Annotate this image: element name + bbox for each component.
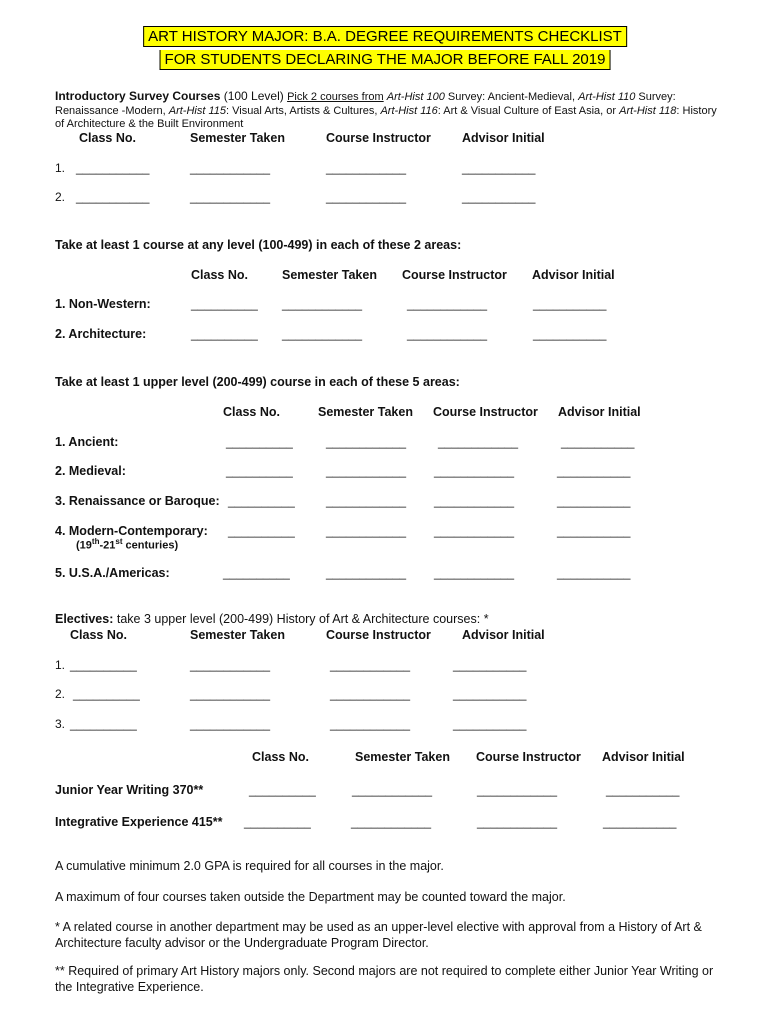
area2-row-2-instructor-field[interactable]: ____________ bbox=[407, 327, 488, 341]
area2-row-1-semester-field[interactable]: ____________ bbox=[282, 297, 363, 311]
note-required-primary: ** Required of primary Art History majors only. Second majors are not required to complete either Junior Year Writing or the Integrative Experience. bbox=[55, 964, 714, 994]
final-row-1-class-field[interactable]: __________ bbox=[249, 783, 316, 797]
intro-pick: Pick 2 courses from bbox=[287, 91, 384, 103]
final-row-1-advisor-field[interactable]: ___________ bbox=[606, 783, 680, 797]
electives-header-semester: Semester Taken bbox=[190, 628, 285, 642]
area5-row-5-class-field[interactable]: __________ bbox=[223, 566, 290, 580]
area2-heading: Take at least 1 course at any level (100-499) in each of these 2 areas: bbox=[55, 238, 462, 252]
final-header-semester: Semester Taken bbox=[355, 750, 450, 764]
electives-header-instructor: Course Instructor bbox=[326, 628, 431, 642]
area2-row-2-semester-field[interactable]: ____________ bbox=[282, 327, 363, 341]
area2-row-1-class-field[interactable]: __________ bbox=[191, 297, 258, 311]
header-instructor: Course Instructor bbox=[326, 131, 431, 145]
area5-row-renaissance: 3. Renaissance or Baroque: bbox=[55, 494, 220, 508]
area5-row-5-semester-field[interactable]: ____________ bbox=[326, 566, 407, 580]
elective-row-1-class-field[interactable]: __________ bbox=[70, 658, 137, 672]
area2-row-architecture: 2. Architecture: bbox=[55, 327, 147, 341]
note-outside-courses: A maximum of four courses taken outside the Department may be counted toward the major. bbox=[55, 890, 566, 904]
area5-row-3-semester-field[interactable]: ____________ bbox=[326, 494, 407, 508]
area5-row-5-instructor-field[interactable]: ____________ bbox=[434, 566, 515, 580]
area2-row-2-class-field[interactable]: __________ bbox=[191, 327, 258, 341]
final-row-2-instructor-field[interactable]: ____________ bbox=[477, 815, 558, 829]
area5-row-5-advisor-field[interactable]: ___________ bbox=[557, 566, 631, 580]
area5-heading: Take at least 1 upper level (200-499) course in each of these 5 areas: bbox=[55, 375, 460, 389]
electives-header-advisor: Advisor Initial bbox=[462, 628, 545, 642]
elective-row-2-advisor-field[interactable]: ___________ bbox=[453, 687, 527, 701]
area5-row-2-semester-field[interactable]: ____________ bbox=[326, 464, 407, 478]
area5-header-semester: Semester Taken bbox=[318, 405, 413, 419]
elective-row-1-instructor-field[interactable]: ____________ bbox=[330, 658, 411, 672]
intro-row-2-label: 2. bbox=[55, 190, 66, 204]
area5-row-medieval: 2. Medieval: bbox=[55, 464, 126, 478]
area5-row-ancient: 1. Ancient: bbox=[55, 435, 119, 449]
area5-row-1-semester-field[interactable]: ____________ bbox=[326, 435, 407, 449]
note-related-course: * A related course in another department may be used as an upper-level elective with approval from a History of Art & Architecture faculty advisor or the Undergraduate Program Director. bbox=[55, 920, 702, 950]
elective-row-3-advisor-field[interactable]: ___________ bbox=[453, 717, 527, 731]
area5-header-class-no: Class No. bbox=[223, 405, 280, 419]
final-row-2-semester-field[interactable]: ____________ bbox=[351, 815, 432, 829]
area5-header-instructor: Course Instructor bbox=[433, 405, 538, 419]
elective-row-2-instructor-field[interactable]: ____________ bbox=[330, 687, 411, 701]
intro-row-2-instructor-field[interactable]: ____________ bbox=[326, 190, 407, 204]
area5-row-1-instructor-field[interactable]: ____________ bbox=[438, 435, 519, 449]
elective-row-2-semester-field[interactable]: ____________ bbox=[190, 687, 271, 701]
intro-row-1-semester-field[interactable]: ____________ bbox=[190, 161, 271, 175]
header-class-no: Class No. bbox=[79, 131, 136, 145]
elective-row-1-advisor-field[interactable]: ___________ bbox=[453, 658, 527, 672]
final-row-1-semester-field[interactable]: ____________ bbox=[352, 783, 433, 797]
final-row-integrative: Integrative Experience 415** bbox=[55, 815, 223, 829]
area5-row-4-advisor-field[interactable]: ___________ bbox=[557, 524, 631, 538]
final-header-advisor: Advisor Initial bbox=[602, 750, 685, 764]
electives-heading: Electives: take 3 upper level (200-499) History of Art & Architecture courses: * bbox=[55, 612, 489, 626]
area5-row-3-instructor-field[interactable]: ____________ bbox=[434, 494, 515, 508]
final-row-junior-writing: Junior Year Writing 370** bbox=[55, 783, 204, 797]
final-row-2-class-field[interactable]: __________ bbox=[244, 815, 311, 829]
area2-header-advisor: Advisor Initial bbox=[532, 268, 615, 282]
elective-row-3-instructor-field[interactable]: ____________ bbox=[330, 717, 411, 731]
final-row-2-advisor-field[interactable]: ___________ bbox=[603, 815, 677, 829]
area5-row-1-class-field[interactable]: __________ bbox=[226, 435, 293, 449]
elective-row-1-semester-field[interactable]: ____________ bbox=[190, 658, 271, 672]
area2-row-2-advisor-field[interactable]: ___________ bbox=[533, 327, 607, 341]
intro-row-1-label: 1. bbox=[55, 161, 66, 175]
final-header-class-no: Class No. bbox=[252, 750, 309, 764]
area5-row-4-semester-field[interactable]: ____________ bbox=[326, 524, 407, 538]
elective-row-3-class-field[interactable]: __________ bbox=[70, 717, 137, 731]
final-header-instructor: Course Instructor bbox=[476, 750, 581, 764]
note-gpa: A cumulative minimum 2.0 GPA is required for all courses in the major. bbox=[55, 859, 444, 873]
area5-row-americas: 5. U.S.A./Americas: bbox=[55, 566, 170, 580]
elective-row-1-label: 1. bbox=[55, 658, 66, 672]
area2-row-1-instructor-field[interactable]: ____________ bbox=[407, 297, 488, 311]
area2-header-instructor: Course Instructor bbox=[402, 268, 507, 282]
header-advisor: Advisor Initial bbox=[462, 131, 545, 145]
intro-row-1-advisor-field[interactable]: ___________ bbox=[462, 161, 536, 175]
elective-row-2-label: 2. bbox=[55, 687, 66, 701]
area2-header-class-no: Class No. bbox=[191, 268, 248, 282]
intro-row-1-class-field[interactable]: ___________ bbox=[76, 161, 150, 175]
area5-row-3-advisor-field[interactable]: ___________ bbox=[557, 494, 631, 508]
area5-row-3-class-field[interactable]: __________ bbox=[228, 494, 295, 508]
elective-row-2-class-field[interactable]: __________ bbox=[73, 687, 140, 701]
header-semester: Semester Taken bbox=[190, 131, 285, 145]
title-line-1: ART HISTORY MAJOR: B.A. DEGREE REQUIREMENTS CHECKLIST bbox=[143, 26, 627, 47]
area5-row-2-class-field[interactable]: __________ bbox=[226, 464, 293, 478]
intro-description: Introductory Survey Courses (100 Level) Pick 2 courses from Art-Hist 100 Survey: Ancient-Medieval, Art-Hist 110 Survey: Renaissance -Modern, Art-Hist 115: Visual Arts, Artists & Cultures, Art-Hist 116: Art & Visual Culture of East Asia, or Art-Hist 118: History of Architecture & the Built Environment bbox=[55, 89, 717, 130]
area5-row-2-instructor-field[interactable]: ____________ bbox=[434, 464, 515, 478]
area2-row-1-advisor-field[interactable]: ___________ bbox=[533, 297, 607, 311]
area5-row-1-advisor-field[interactable]: ___________ bbox=[561, 435, 635, 449]
elective-row-3-semester-field[interactable]: ____________ bbox=[190, 717, 271, 731]
area5-row-4-class-field[interactable]: __________ bbox=[228, 524, 295, 538]
intro-heading: Introductory Survey Courses bbox=[55, 89, 221, 103]
area5-row-4-instructor-field[interactable]: ____________ bbox=[434, 524, 515, 538]
electives-header-class-no: Class No. bbox=[70, 628, 127, 642]
area5-row-2-advisor-field[interactable]: ___________ bbox=[557, 464, 631, 478]
area2-row-nonwestern: 1. Non-Western: bbox=[55, 297, 151, 311]
intro-row-1-instructor-field[interactable]: ____________ bbox=[326, 161, 407, 175]
intro-row-2-class-field[interactable]: ___________ bbox=[76, 190, 150, 204]
area2-header-semester: Semester Taken bbox=[282, 268, 377, 282]
final-row-1-instructor-field[interactable]: ____________ bbox=[477, 783, 558, 797]
area5-modern-centuries: (19th-21st centuries) bbox=[76, 537, 179, 552]
intro-row-2-advisor-field[interactable]: ___________ bbox=[462, 190, 536, 204]
title-line-2: FOR STUDENTS DECLARING THE MAJOR BEFORE FALL 2019 bbox=[160, 50, 611, 70]
elective-row-3-label: 3. bbox=[55, 717, 66, 731]
intro-row-2-semester-field[interactable]: ____________ bbox=[190, 190, 271, 204]
area5-header-advisor: Advisor Initial bbox=[558, 405, 641, 419]
area5-row-modern: 4. Modern-Contemporary: bbox=[55, 524, 208, 538]
